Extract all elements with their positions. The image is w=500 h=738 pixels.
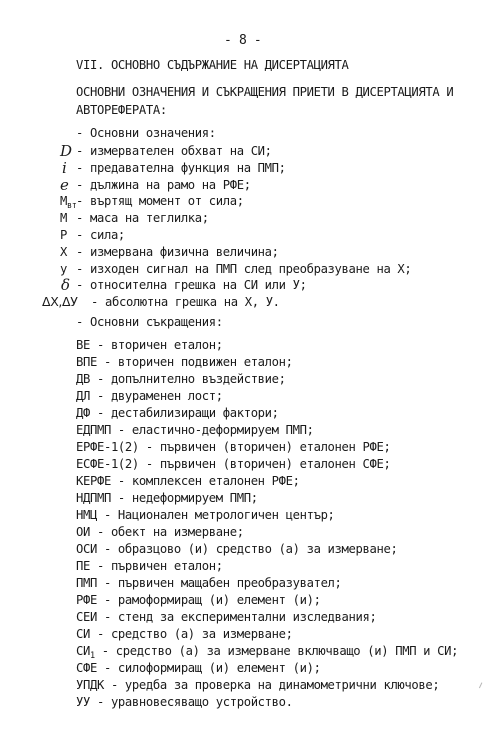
notation-symbol: X	[60, 245, 67, 259]
abbreviation-item: НМЦ - Национален метрологичен център;	[76, 508, 335, 522]
notation-text: - относителна грешка на СИ или У;	[76, 278, 307, 292]
abbreviation-item: ВЕ - вторичен еталон;	[76, 338, 223, 352]
notation-symbol: $M_{вт}$	[60, 194, 77, 211]
abbreviation-item: СЕИ - стенд за експериментални изследвания;	[76, 610, 377, 624]
notation-text: - сила;	[76, 228, 125, 242]
subheading-line-2: АВТОРЕФЕРАТА:	[76, 103, 167, 117]
abbreviation-item: НДПМП - недеформируем ПМП;	[76, 491, 258, 505]
abbreviation-item: СФЕ - силоформиращ (и) елемент (и);	[76, 661, 321, 675]
notation-symbol: δ	[61, 276, 70, 294]
page-number: - 8 -	[224, 33, 262, 48]
abbreviation-item: УПДК - уредба за проверка на динамометрични ключове;	[76, 678, 440, 692]
abbreviation-item: СИ - средство (а) за измерване;	[76, 627, 293, 641]
notations-title: - Основни означения:	[76, 126, 216, 140]
section-heading: VII. ОСНОВНО СЪДЪРЖАНИЕ НА ДИСЕРТАЦИЯТА	[76, 58, 349, 72]
abbreviation-item: ЕРФЕ-1(2) - първичен (вторичен) еталонен РФЕ;	[76, 440, 391, 454]
abbreviation-item-with-subscript: $СИ_1$ - средство (а) за измерване включващо (и) ПМП и СИ;	[76, 644, 459, 661]
notation-symbol: i	[62, 159, 67, 177]
notation-symbol: y	[60, 262, 67, 276]
notation-symbol: e	[60, 176, 69, 194]
abbreviation-item: ДФ - дестабилизиращи фактори;	[76, 406, 279, 420]
subheading-line-1: ОСНОВНИ ОЗНАЧЕНИЯ И СЪКРАЩЕНИЯ ПРИЕТИ В ДИСЕРТАЦИЯТА И	[76, 85, 454, 99]
notation-text: - измервана физична величина;	[76, 245, 279, 259]
notation-text: - предавателна функция на ПМП;	[76, 161, 286, 175]
abbreviation-item: ЕСФЕ-1(2) - първичен (вторичен) еталонен СФЕ;	[76, 457, 391, 471]
abbreviation-item: ПЕ - първичен еталон;	[76, 559, 223, 573]
abbreviation-item: ОИ - обект на измерване;	[76, 525, 244, 539]
notation-symbol: ΔX,ΔУ	[42, 294, 78, 309]
abbreviation-item: ДВ - допълнително въздействие;	[76, 372, 286, 386]
notation-text: - въртящ момент от сила;	[76, 194, 244, 208]
abbreviation-item: ЕДПМП - еластично-деформируем ПМП;	[76, 423, 314, 437]
abbreviation-item: УУ - уравновесяващо устройство.	[76, 695, 293, 709]
abbreviation-item: ПМП - първичен мащабен преобразувател;	[76, 576, 342, 590]
abbreviation-item: РФЕ - рамоформиращ (и) елемент (и);	[76, 593, 321, 607]
notation-text: - абсолютна грешка на Х, У.	[91, 295, 280, 309]
notation-symbol: D	[60, 142, 72, 160]
abbreviation-item: ОСИ - образцово (и) средство (а) за измерване;	[76, 542, 398, 556]
notation-symbol: P	[60, 228, 67, 242]
notation-symbol: M	[60, 211, 67, 225]
abbreviations-title: - Основни съкращения:	[76, 315, 223, 329]
abbreviation-item: ВПЕ - вторичен подвижен еталон;	[76, 355, 293, 369]
scan-mark	[479, 682, 485, 689]
abbreviation-item: КЕРФЕ - комплексен еталонен РФЕ;	[76, 474, 300, 488]
notation-text: - дължина на рамо на РФЕ;	[76, 178, 251, 192]
notation-text: - изходен сигнал на ПМП след преобразуване на Х;	[76, 262, 412, 276]
notation-text: - маса на теглилка;	[76, 211, 209, 225]
abbreviation-item: ДЛ - двураменен лост;	[76, 389, 223, 403]
notation-text: - измервателен обхват на СИ;	[76, 144, 272, 158]
